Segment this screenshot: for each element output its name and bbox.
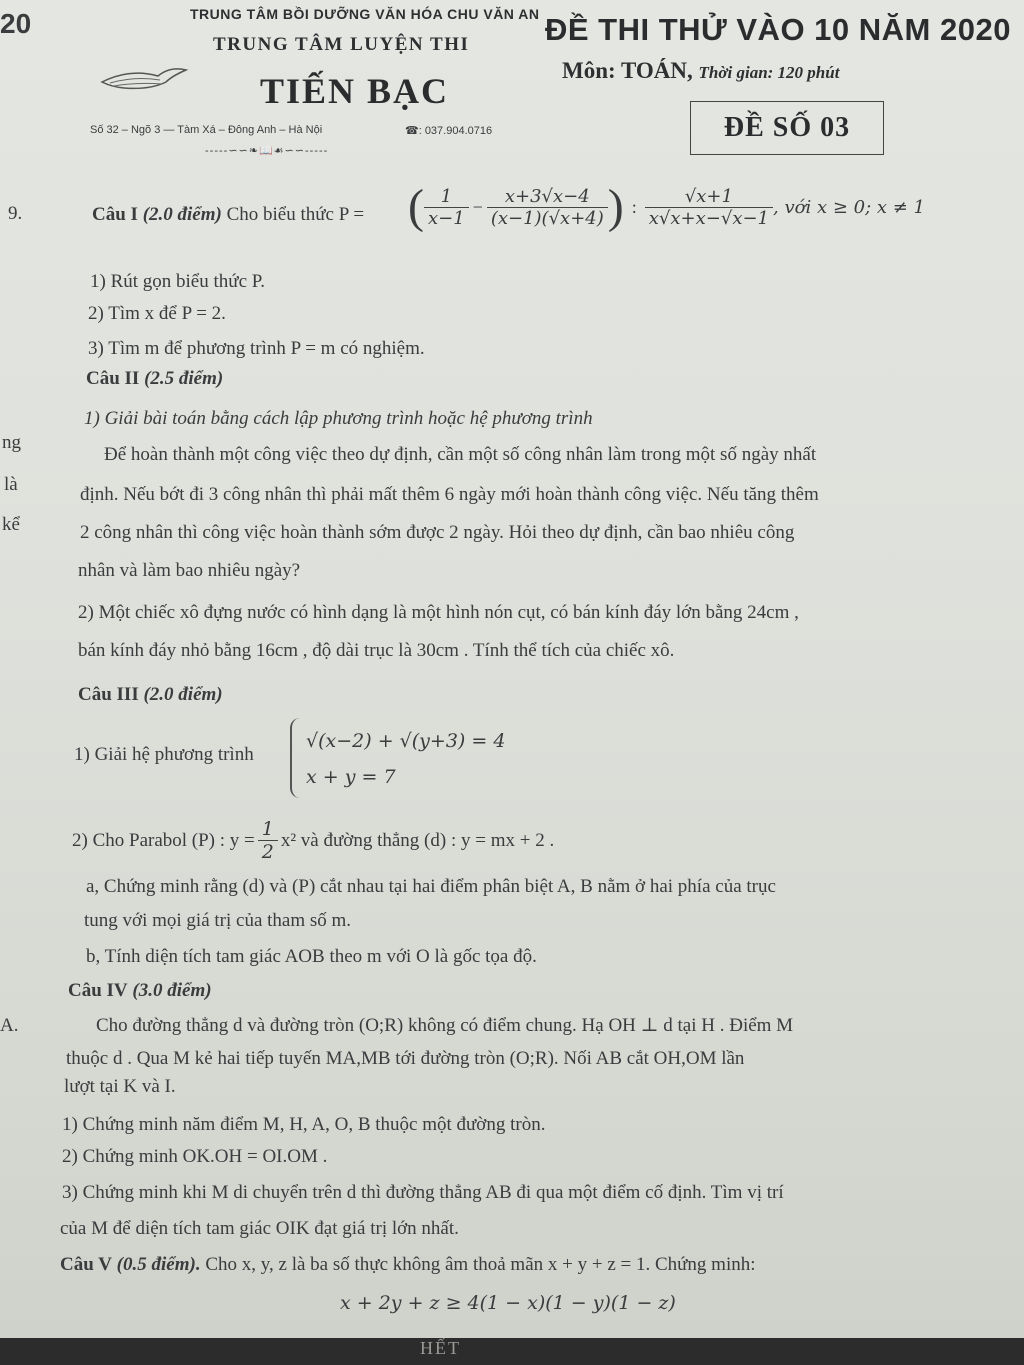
time-label: Thời gian: 120 phút	[698, 63, 840, 82]
q5-points: (0.5 điểm).	[116, 1254, 201, 1275]
exam-title: ĐỀ THI THỬ VÀO 10 NĂM 2020	[545, 12, 1011, 47]
q3-eq1: √(x−2) + √(y+3) = 4	[306, 730, 506, 752]
subject-line	[562, 58, 839, 84]
q1-condition: , với x ≥ 0; x ≠ 1	[773, 197, 925, 218]
q2-line: định. Nếu bớt đi 3 công nhân thì phải mất thêm 6 ngày mới hoàn thành công việc. Nếu tăng thêm	[80, 484, 819, 505]
exam-code: ĐỀ SỐ 03	[690, 101, 884, 155]
q4-item: 2) Chứng minh OK.OH = OI.OM .	[62, 1146, 328, 1167]
q1-heading	[92, 204, 364, 226]
q2-heading	[86, 368, 223, 390]
f2-den: (x−1)(√x+4)	[490, 208, 604, 229]
fraction-3	[645, 186, 773, 229]
q4-label: Câu IV	[68, 980, 128, 1001]
q1-points: (2.0 điểm)	[142, 204, 222, 225]
q3-a-line: tung với mọi giá trị của tham số m.	[84, 910, 352, 931]
q1-intro: Cho biểu thức P =	[226, 204, 365, 225]
q3-eq2: x + y = 7	[306, 766, 396, 788]
ornament-divider: -----∽∽❧📖☙∽∽-----	[205, 145, 329, 157]
fraction-1	[424, 186, 469, 229]
q3-b-line: b, Tính diện tích tam giác AOB theo m với O là gốc tọa độ.	[86, 946, 537, 967]
q2-line: bán kính đáy nhỏ bằng 16cm , độ dài trục là 30cm . Tính thể tích của chiếc xô.	[78, 640, 675, 661]
q3-heading	[78, 684, 223, 706]
q4-heading	[68, 980, 212, 1002]
margin-mark: 9.	[8, 203, 23, 224]
f1-num: 1	[424, 186, 469, 208]
brand-name: TIẾN BẠC	[260, 71, 450, 111]
q4-item: 3) Chứng minh khi M di chuyển trên d thì đường thẳng AB đi qua một điểm cố định. Tìm vị trí	[62, 1182, 784, 1203]
q5-label: Câu V	[60, 1254, 112, 1275]
q3-label: Câu III	[78, 684, 139, 705]
f2-num: x+3√x−4	[487, 186, 608, 208]
q2-line: nhân và làm bao nhiêu ngày?	[78, 560, 301, 581]
end-text: HẾT	[420, 1338, 461, 1358]
q1-item: 2) Tìm x để P = 2.	[88, 303, 226, 324]
paren-close: )	[607, 180, 624, 234]
q4-item: 1) Chứng minh năm điểm M, H, A, O, B thuộc một đường tròn.	[62, 1114, 546, 1135]
address: Số 32 – Ngõ 3 — Tàm Xá – Đông Anh – Hà Nội	[90, 124, 323, 136]
bird-logo-icon	[100, 60, 190, 105]
center-subtitle: TRUNG TÂM LUYỆN THI	[213, 34, 470, 55]
q5-line	[60, 1254, 756, 1276]
end-marker	[420, 1338, 461, 1359]
q2-line: 2) Một chiếc xô đựng nước có hình dạng là một hình nón cụt, có bán kính đáy lớn bằng 24cm ,	[78, 602, 799, 623]
q5-inequality: x + 2y + z ≥ 4(1 − x)(1 − y)(1 − z)	[340, 1292, 676, 1314]
q4-item: của M để diện tích tam giác OIK đạt giá trị lớn nhất.	[60, 1218, 459, 1239]
parabola-pre: 2) Cho Parabol (P) : y =	[72, 829, 255, 851]
margin-mark: kể	[2, 514, 20, 535]
phone: ☎: 037.904.0716	[405, 125, 493, 137]
q2-label: Câu II	[86, 368, 140, 389]
paren-open: (	[408, 180, 424, 234]
q1-item: 1) Rút gọn biểu thức P.	[90, 271, 265, 292]
q2-line: 2 công nhân thì công việc hoàn thành sớm được 2 ngày. Hỏi theo dự định, cần bao nhiêu công	[80, 522, 795, 543]
q3-system-label: 1) Giải hệ phương trình	[74, 744, 254, 765]
subject-label: Môn: TOÁN,	[562, 58, 693, 83]
f3-den: x√x+x−√x−1	[648, 208, 770, 229]
q4-line: thuộc d . Qua M kẻ hai tiếp tuyến MA,MB tới đường tròn (O;R). Nối AB cắt OH,OM lần	[66, 1048, 745, 1069]
q3-a-line: a, Chứng minh rằng (d) và (P) cắt nhau tại hai điểm phân biệt A, B nằm ở hai phía của trục	[86, 876, 776, 897]
center-name: TRUNG TÂM BỒI DƯỠNG VĂN HÓA CHU VĂN AN	[190, 6, 540, 22]
q1-expression	[408, 180, 925, 234]
f3-num: √x+1	[645, 186, 773, 208]
q1-label: Câu I	[92, 204, 138, 225]
q2-line: Để hoàn thành một công việc theo dự định, cần một số công nhân làm trong một số ngày nhất	[104, 444, 817, 465]
q4-line: Cho đường thẳng d và đường tròn (O;R) không có điểm chung. Hạ OH ⊥ d tại H . Điểm M	[96, 1015, 794, 1036]
divide-sign: :	[631, 197, 637, 217]
parabola-num: 1	[258, 818, 278, 841]
parabola-post: x² và đường thẳng (d) : y = mx + 2 .	[280, 829, 555, 851]
q3-parabola	[72, 818, 554, 863]
q4-line: lượt tại K và I.	[64, 1076, 176, 1097]
q1-item: 3) Tìm m để phương trình P = m có nghiệm.	[88, 338, 425, 359]
q2-sub1: 1) Giải bài toán bằng cách lập phương trình hoặc hệ phương trình	[84, 408, 593, 429]
left-edge-year: 20	[0, 8, 32, 39]
f1-den: x−1	[427, 208, 465, 229]
system-brace	[290, 718, 306, 798]
q2-points: (2.5 điểm)	[144, 368, 224, 389]
margin-mark: là	[4, 474, 18, 495]
minus-sign: −	[472, 197, 483, 217]
q5-text: Cho x, y, z là ba số thực không âm thoả mãn x + y + z = 1. Chứng minh:	[205, 1254, 756, 1275]
parabola-den: 2	[261, 841, 274, 863]
q4-points: (3.0 điểm)	[132, 980, 212, 1001]
parabola-fraction	[258, 818, 278, 863]
table-edge	[0, 1338, 1024, 1365]
margin-mark: ng	[2, 432, 21, 453]
margin-mark: A.	[0, 1015, 19, 1036]
q3-points: (2.0 điểm)	[143, 684, 223, 705]
fraction-2	[487, 186, 608, 229]
